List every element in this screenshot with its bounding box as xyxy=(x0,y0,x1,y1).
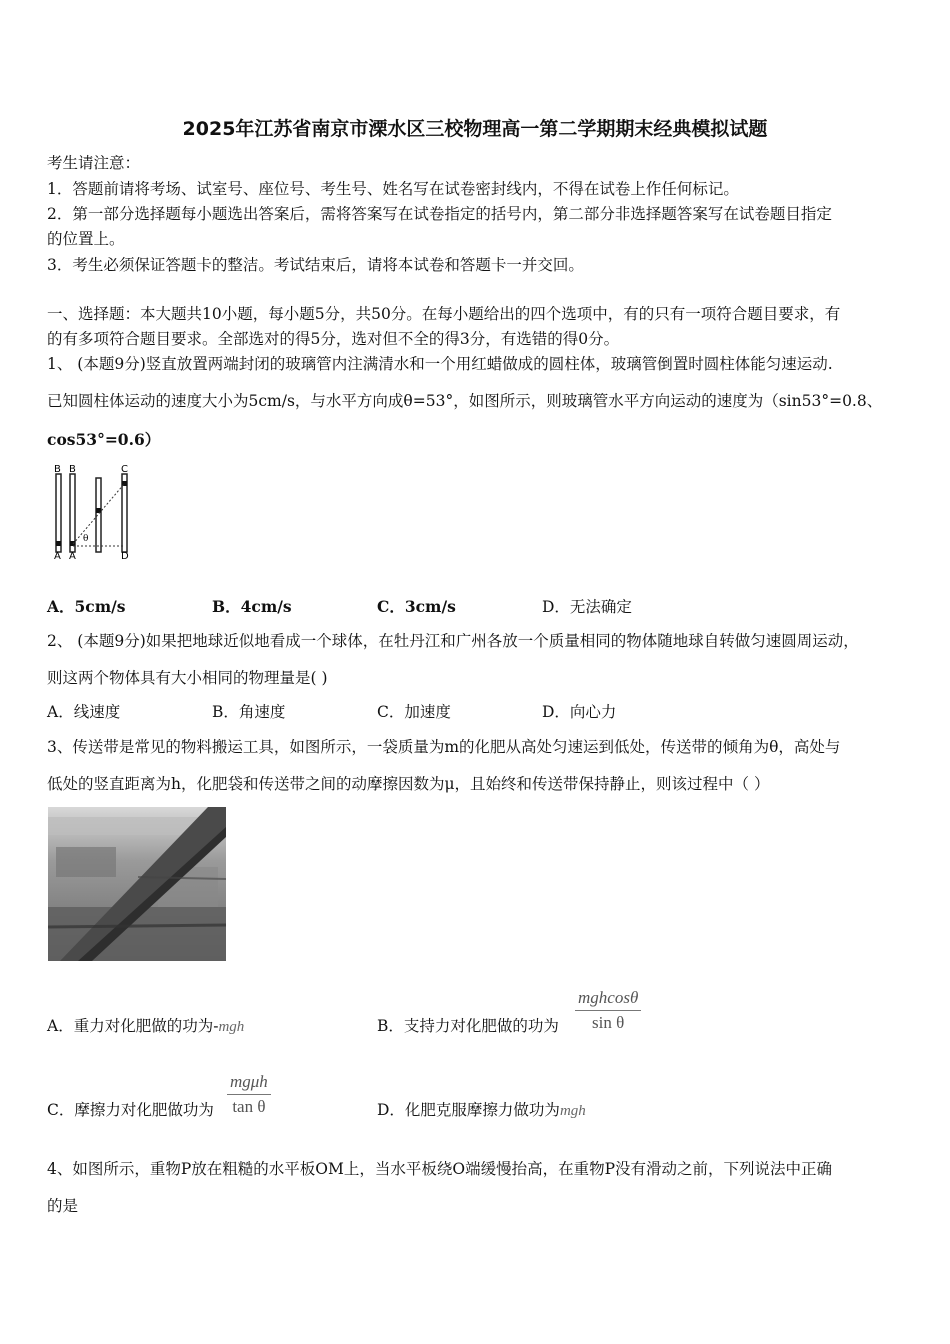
section-intro-line-2: 的有多项符合题目要求。全部选对的得5分，选对但不全的得3分，有选错的得0分。 xyxy=(47,330,620,348)
q1-tube-figure xyxy=(50,462,140,562)
page-title: 2025年江苏省南京市溧水区三校物理高一第二学期期末经典模拟试题 xyxy=(182,118,768,140)
q3-option-c-denominator: tan θ xyxy=(232,1097,266,1116)
q3-option-a-text: A．重力对化肥做的功为- xyxy=(47,1017,219,1035)
q3-option-d[interactable] xyxy=(377,1098,586,1120)
notice-item-1: 1．答题前请将考场、试室号、座位号、考生号、姓名写在试卷密封线内，不得在试卷上作任何标记。 xyxy=(47,180,739,198)
fraction-bar xyxy=(227,1094,271,1095)
q3-option-d-text: D．化肥克服摩擦力做功为 xyxy=(377,1101,560,1119)
q1-option-a[interactable]: A．5cm/s xyxy=(47,597,126,616)
label-theta: θ xyxy=(83,534,89,544)
q3-option-a-math: mgh xyxy=(218,1019,245,1035)
conveyor-belt-photo xyxy=(48,807,226,961)
q2-option-b[interactable]: B．角速度 xyxy=(212,703,286,721)
tube-2 xyxy=(70,474,75,552)
q3-line-1: 3、传送带是常见的物料搬运工具，如图所示，一袋质量为m的化肥从高处匀速运到低处，传送带的倾角为θ，高处与 xyxy=(47,738,841,756)
label-c: C xyxy=(121,464,128,475)
label-a2: A xyxy=(69,551,76,562)
q4-line-1: 4、如图所示，重物P放在粗糙的水平板OM上，当水平板绕O端缓慢抬高，在重物P没有滑动之前，下列说法中正确 xyxy=(47,1160,833,1178)
label-b2: B xyxy=(69,464,76,475)
q1-option-d[interactable]: D．无法确定 xyxy=(542,598,632,616)
section-intro-line-1: 一、选择题：本大题共10小题，每小题5分，共50分。在每小题给出的四个选项中，有的只有一项符合题目要求，有 xyxy=(47,305,841,323)
notice-item-2-cont: 的位置上。 xyxy=(47,230,125,248)
q3-line-2: 低处的竖直距离为h，化肥袋和传送带之间的动摩擦因数为μ，且始终和传送带保持静止，则该过程中（ ） xyxy=(47,775,770,793)
q3-option-d-math: mgh xyxy=(559,1103,586,1119)
wax-block-2 xyxy=(70,541,75,546)
q1-option-c[interactable]: C．3cm/s xyxy=(377,597,456,616)
tube-3 xyxy=(96,478,101,552)
q3-option-b-denominator: sin θ xyxy=(592,1013,625,1032)
q1-line-2: 已知圆柱体运动的速度大小为5cm/s，与水平方向成θ=53°，如图所示，则玻璃管水平方向运动的速度为（sin53°=0.8、 xyxy=(47,392,883,410)
q1-line-1: 1、 (本题9分)竖直放置两端封闭的玻璃管内注满清水和一个用红蜡做成的圆柱体，玻璃管倒置时圆柱体能匀速运动. xyxy=(47,355,833,373)
q4-line-2: 的是 xyxy=(47,1197,79,1215)
fraction-bar xyxy=(575,1010,641,1011)
q3-option-c-text[interactable]: C．摩擦力对化肥做功为 xyxy=(47,1101,214,1119)
q2-option-c[interactable]: C．加速度 xyxy=(377,703,451,721)
wax-block-1 xyxy=(56,541,61,546)
q2-line-1: 2、 (本题9分)如果把地球近似地看成一个球体，在牡丹江和广州各放一个质量相同的物体随地球自转做匀速圆周运动， xyxy=(47,632,859,650)
q2-option-d[interactable]: D．向心力 xyxy=(542,703,617,721)
q3-option-a[interactable] xyxy=(47,1014,244,1036)
notice-item-2: 2．第一部分选择题每小题选出答案后，需将答案写在试卷指定的括号内，第二部分非选择题答案写在试卷题目指定 xyxy=(47,205,832,223)
label-b1: B xyxy=(54,464,61,475)
notice-item-3: 3．考生必须保证答题卡的整洁。考试结束后，请将本试卷和答题卡一并交回。 xyxy=(47,256,584,274)
q3-option-b-fraction xyxy=(575,988,641,1033)
label-d: D xyxy=(121,551,129,562)
q2-line-2: 则这两个物体具有大小相同的物理量是( ) xyxy=(47,669,328,687)
q1-option-b[interactable]: B．4cm/s xyxy=(212,597,292,616)
label-a1: A xyxy=(54,551,61,562)
q3-option-b-text[interactable]: B．支持力对化肥做的功为 xyxy=(377,1017,559,1035)
q2-option-a[interactable]: A．线速度 xyxy=(47,703,121,721)
notice-heading: 考生请注意： xyxy=(47,154,141,172)
q1-line-3: cos53°=0.6） xyxy=(47,430,161,449)
q3-option-c-fraction xyxy=(227,1072,271,1117)
q3-option-c-numerator: mgμh xyxy=(230,1072,268,1091)
q3-option-b-numerator: mghcosθ xyxy=(578,988,639,1007)
trajectory-line xyxy=(73,483,125,544)
tube-1 xyxy=(56,474,61,552)
